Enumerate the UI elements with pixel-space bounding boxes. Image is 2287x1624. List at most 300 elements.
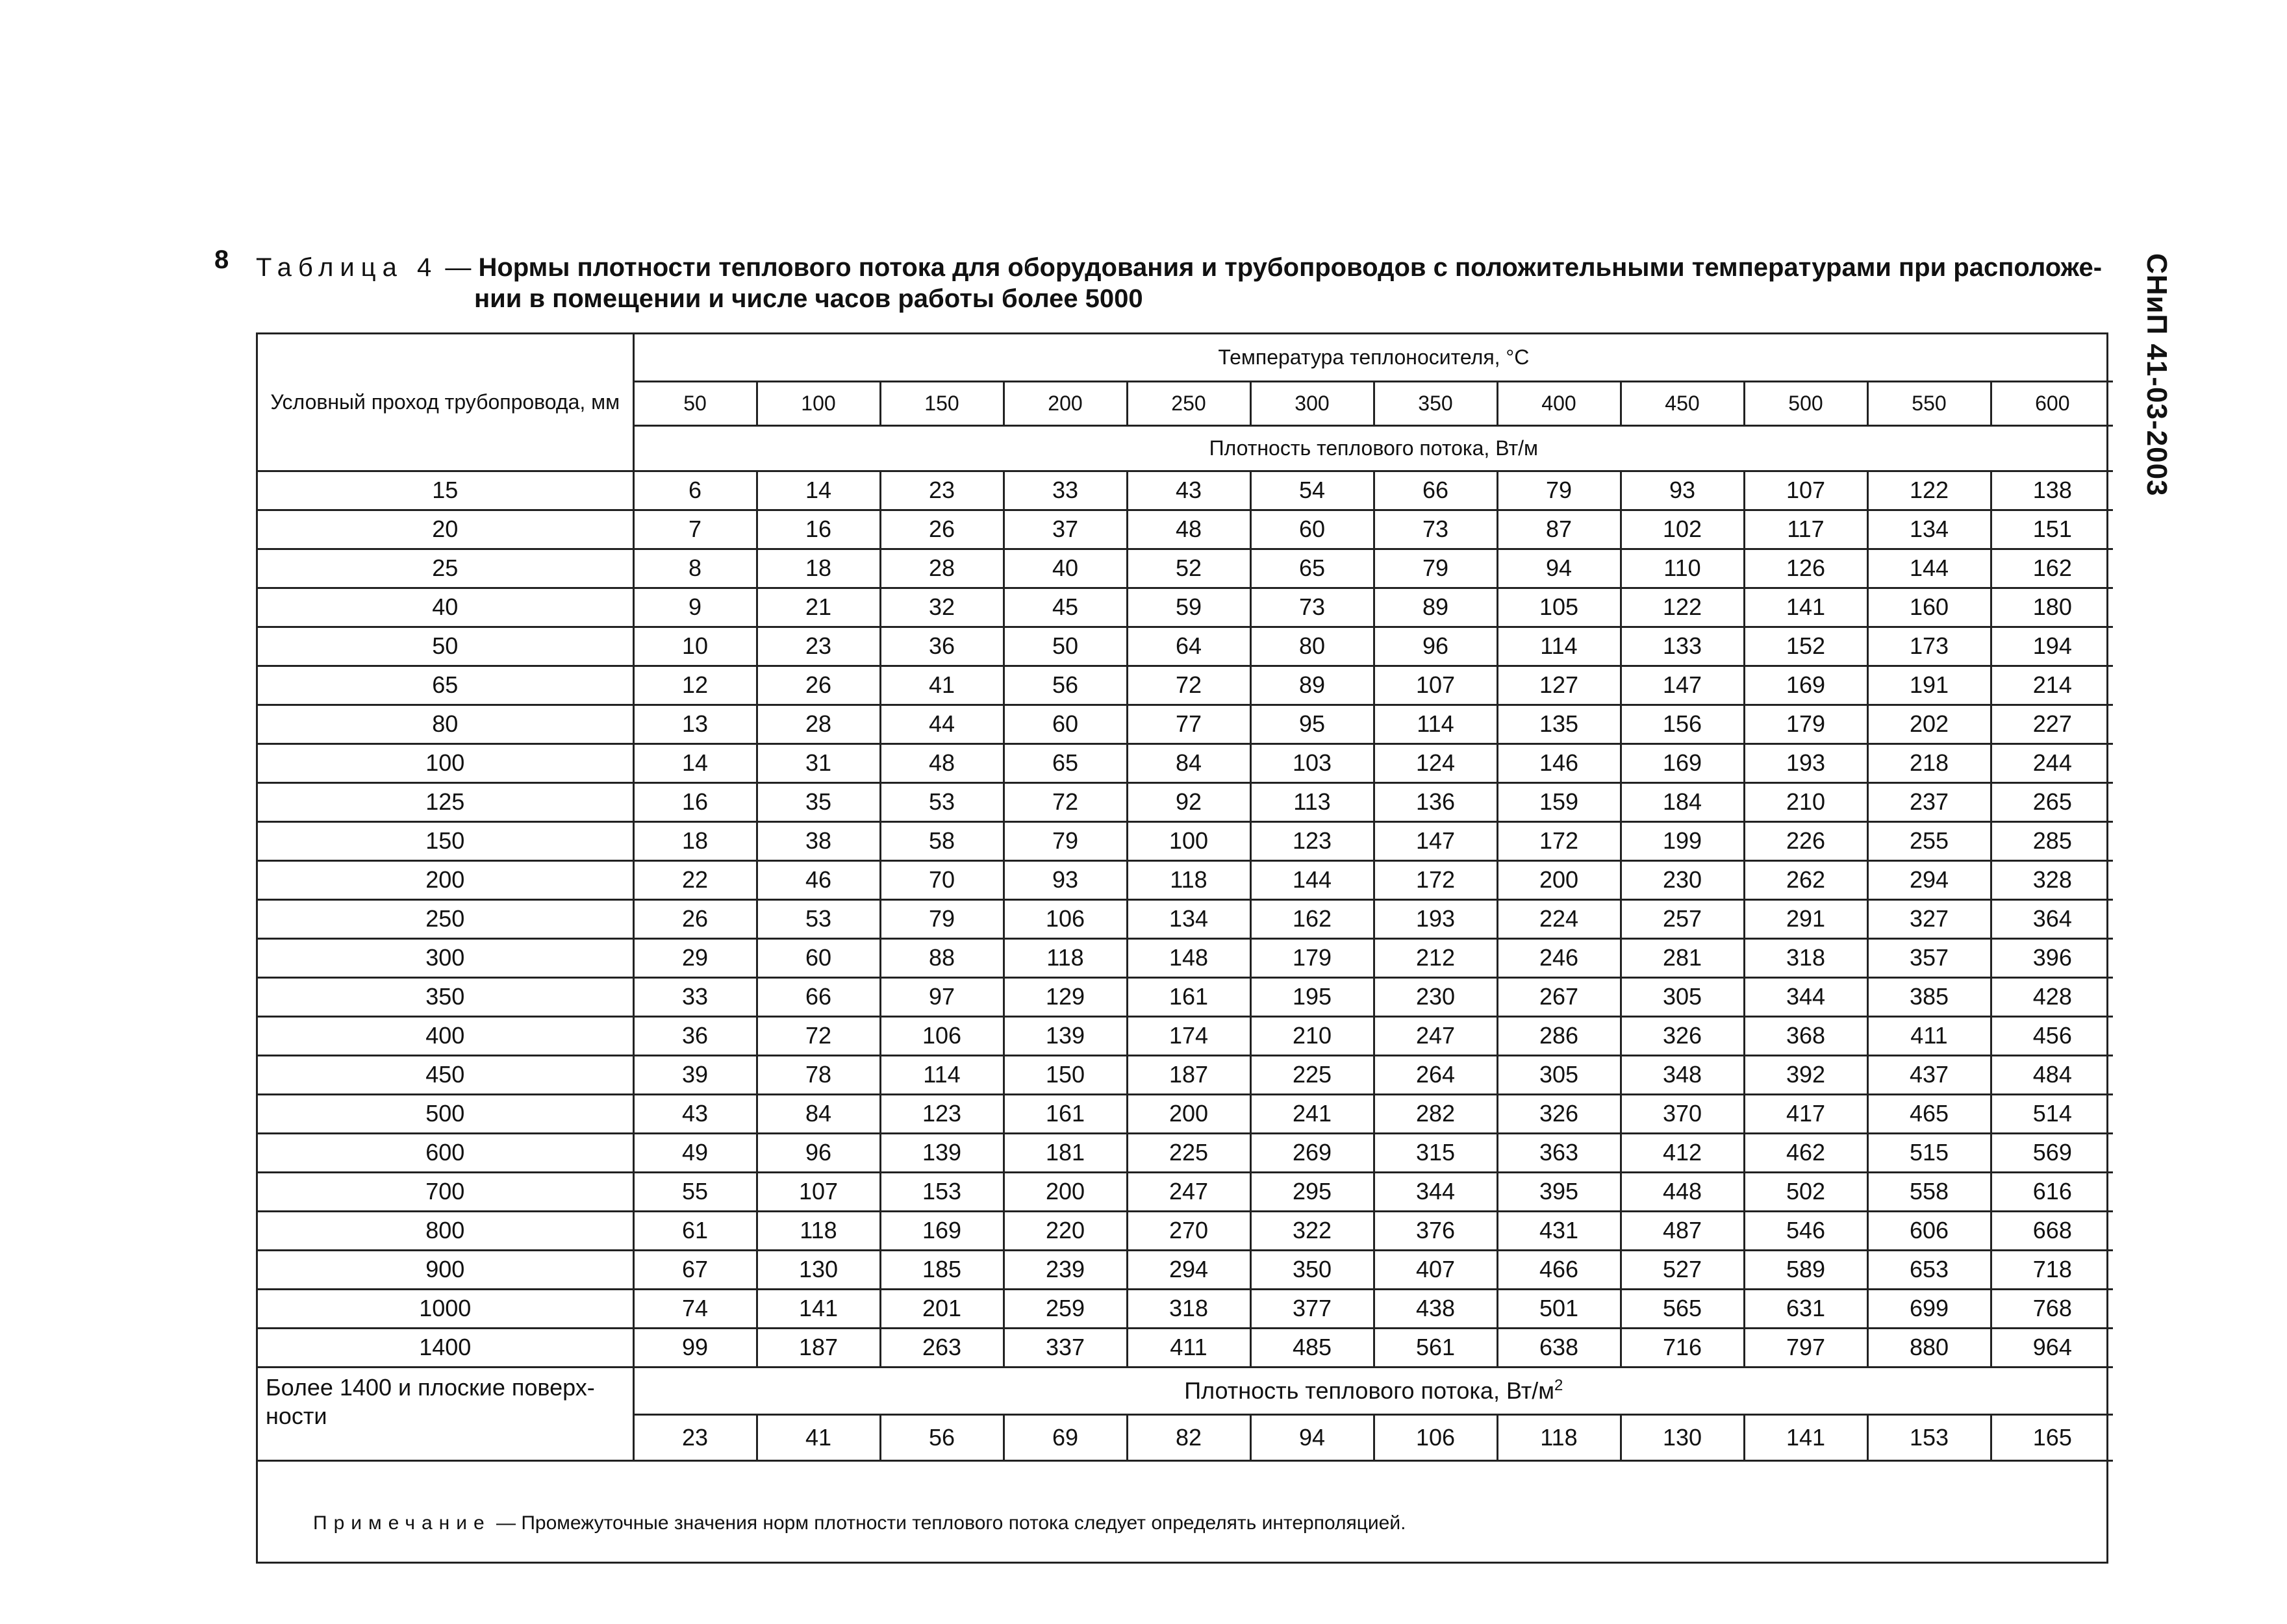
note-label: Примечание bbox=[313, 1512, 491, 1534]
value-cell: 396 bbox=[1991, 938, 2113, 977]
value-cell: 181 bbox=[1004, 1133, 1127, 1172]
table-row bbox=[258, 938, 2113, 977]
value-cell: 484 bbox=[1991, 1055, 2113, 1094]
value-cell: 28 bbox=[757, 705, 880, 743]
flat-value-cell: 69 bbox=[1004, 1414, 1127, 1460]
value-cell: 126 bbox=[1744, 549, 1867, 588]
value-cell: 239 bbox=[1004, 1250, 1127, 1289]
table-row bbox=[258, 705, 2113, 743]
value-cell: 527 bbox=[1621, 1250, 1744, 1289]
flat-surfaces-label: Более 1400 и плоские поверх-ности bbox=[258, 1367, 633, 1460]
value-cell: 363 bbox=[1497, 1133, 1621, 1172]
flat-value-cell: 94 bbox=[1250, 1414, 1374, 1460]
temperature-cell: 150 bbox=[880, 381, 1004, 425]
value-cell: 428 bbox=[1991, 977, 2113, 1016]
value-cell: 114 bbox=[880, 1055, 1004, 1094]
value-cell: 77 bbox=[1127, 705, 1250, 743]
value-cell: 96 bbox=[757, 1133, 880, 1172]
value-cell: 33 bbox=[1004, 471, 1127, 510]
value-cell: 431 bbox=[1497, 1211, 1621, 1250]
value-cell: 23 bbox=[880, 471, 1004, 510]
value-cell: 84 bbox=[757, 1094, 880, 1133]
value-cell: 58 bbox=[880, 821, 1004, 860]
value-cell: 26 bbox=[880, 510, 1004, 549]
value-cell: 565 bbox=[1621, 1289, 1744, 1328]
dn-cell: 50 bbox=[258, 627, 633, 666]
value-cell: 67 bbox=[633, 1250, 757, 1289]
value-cell: 55 bbox=[633, 1172, 757, 1211]
value-cell: 79 bbox=[1374, 549, 1497, 588]
value-cell: 118 bbox=[1127, 860, 1250, 899]
value-cell: 49 bbox=[633, 1133, 757, 1172]
value-cell: 64 bbox=[1127, 627, 1250, 666]
value-cell: 29 bbox=[633, 938, 757, 977]
value-cell: 344 bbox=[1374, 1172, 1497, 1211]
value-cell: 417 bbox=[1744, 1094, 1867, 1133]
value-cell: 169 bbox=[1621, 743, 1744, 782]
value-cell: 218 bbox=[1867, 743, 1991, 782]
value-cell: 89 bbox=[1374, 588, 1497, 627]
value-cell: 546 bbox=[1744, 1211, 1867, 1250]
value-cell: 411 bbox=[1867, 1016, 1991, 1055]
value-cell: 226 bbox=[1744, 821, 1867, 860]
dn-cell: 150 bbox=[258, 821, 633, 860]
value-cell: 201 bbox=[880, 1289, 1004, 1328]
value-cell: 26 bbox=[757, 666, 880, 705]
value-cell: 161 bbox=[1004, 1094, 1127, 1133]
value-cell: 376 bbox=[1374, 1211, 1497, 1250]
value-cell: 113 bbox=[1250, 782, 1374, 821]
value-cell: 139 bbox=[880, 1133, 1004, 1172]
value-cell: 130 bbox=[757, 1250, 880, 1289]
value-cell: 94 bbox=[1497, 549, 1621, 588]
flat-density-header-text: Плотность теплового потока, Вт/м bbox=[1184, 1377, 1555, 1404]
temperature-cell: 400 bbox=[1497, 381, 1621, 425]
value-cell: 7 bbox=[633, 510, 757, 549]
value-cell: 100 bbox=[1127, 821, 1250, 860]
table-row bbox=[258, 977, 2113, 1016]
value-cell: 385 bbox=[1867, 977, 1991, 1016]
value-cell: 93 bbox=[1004, 860, 1127, 899]
value-cell: 315 bbox=[1374, 1133, 1497, 1172]
value-cell: 668 bbox=[1991, 1211, 2113, 1250]
value-cell: 107 bbox=[1374, 666, 1497, 705]
temperature-cell: 200 bbox=[1004, 381, 1127, 425]
value-cell: 267 bbox=[1497, 977, 1621, 1016]
value-cell: 241 bbox=[1250, 1094, 1374, 1133]
value-cell: 326 bbox=[1621, 1016, 1744, 1055]
table-row bbox=[258, 1172, 2113, 1211]
table-row bbox=[258, 743, 2113, 782]
value-cell: 39 bbox=[633, 1055, 757, 1094]
value-cell: 139 bbox=[1004, 1016, 1127, 1055]
flat-density-header bbox=[633, 1367, 2113, 1414]
value-cell: 61 bbox=[633, 1211, 757, 1250]
temperature-cell: 250 bbox=[1127, 381, 1250, 425]
value-cell: 169 bbox=[880, 1211, 1004, 1250]
value-cell: 200 bbox=[1127, 1094, 1250, 1133]
value-cell: 259 bbox=[1004, 1289, 1127, 1328]
table-row bbox=[258, 860, 2113, 899]
density-header: Плотность теплового потока, Вт/м bbox=[633, 425, 2113, 471]
value-cell: 72 bbox=[757, 1016, 880, 1055]
value-cell: 880 bbox=[1867, 1328, 1991, 1367]
value-cell: 147 bbox=[1621, 666, 1744, 705]
table-row bbox=[258, 1094, 2113, 1133]
value-cell: 179 bbox=[1250, 938, 1374, 977]
value-cell: 136 bbox=[1374, 782, 1497, 821]
value-cell: 364 bbox=[1991, 899, 2113, 938]
value-cell: 114 bbox=[1374, 705, 1497, 743]
value-cell: 285 bbox=[1991, 821, 2113, 860]
value-cell: 12 bbox=[633, 666, 757, 705]
value-cell: 84 bbox=[1127, 743, 1250, 782]
value-cell: 65 bbox=[1250, 549, 1374, 588]
dn-cell: 40 bbox=[258, 588, 633, 627]
value-cell: 187 bbox=[1127, 1055, 1250, 1094]
value-cell: 72 bbox=[1004, 782, 1127, 821]
dn-cell: 1400 bbox=[258, 1328, 633, 1367]
value-cell: 502 bbox=[1744, 1172, 1867, 1211]
value-cell: 43 bbox=[1127, 471, 1250, 510]
value-cell: 106 bbox=[880, 1016, 1004, 1055]
value-cell: 59 bbox=[1127, 588, 1250, 627]
value-cell: 97 bbox=[880, 977, 1004, 1016]
value-cell: 699 bbox=[1867, 1289, 1991, 1328]
dn-cell: 800 bbox=[258, 1211, 633, 1250]
value-cell: 224 bbox=[1497, 899, 1621, 938]
value-cell: 412 bbox=[1621, 1133, 1744, 1172]
value-cell: 141 bbox=[757, 1289, 880, 1328]
value-cell: 36 bbox=[633, 1016, 757, 1055]
value-cell: 48 bbox=[1127, 510, 1250, 549]
dn-cell: 300 bbox=[258, 938, 633, 977]
value-cell: 78 bbox=[757, 1055, 880, 1094]
value-cell: 185 bbox=[880, 1250, 1004, 1289]
value-cell: 246 bbox=[1497, 938, 1621, 977]
table-row bbox=[258, 1133, 2113, 1172]
temperature-cell: 100 bbox=[757, 381, 880, 425]
value-cell: 72 bbox=[1127, 666, 1250, 705]
value-cell: 295 bbox=[1250, 1172, 1374, 1211]
value-cell: 95 bbox=[1250, 705, 1374, 743]
flat-value-cell: 153 bbox=[1867, 1414, 1991, 1460]
value-cell: 41 bbox=[880, 666, 1004, 705]
value-cell: 318 bbox=[1127, 1289, 1250, 1328]
table-row bbox=[258, 821, 2113, 860]
table-row bbox=[258, 1328, 2113, 1367]
value-cell: 28 bbox=[880, 549, 1004, 588]
value-cell: 184 bbox=[1621, 782, 1744, 821]
value-cell: 93 bbox=[1621, 471, 1744, 510]
value-cell: 54 bbox=[1250, 471, 1374, 510]
value-cell: 14 bbox=[633, 743, 757, 782]
value-cell: 123 bbox=[1250, 821, 1374, 860]
value-cell: 718 bbox=[1991, 1250, 2113, 1289]
value-cell: 141 bbox=[1744, 588, 1867, 627]
flat-value-cell: 118 bbox=[1497, 1414, 1621, 1460]
value-cell: 35 bbox=[757, 782, 880, 821]
document-code: СНиП 41-03-2003 bbox=[2141, 253, 2173, 497]
dn-cell: 200 bbox=[258, 860, 633, 899]
value-cell: 38 bbox=[757, 821, 880, 860]
value-cell: 247 bbox=[1127, 1172, 1250, 1211]
value-cell: 768 bbox=[1991, 1289, 2113, 1328]
note-text: Промежуточные значения норм плотности теплового потока следует определять интерполяцией. bbox=[521, 1512, 1406, 1534]
value-cell: 129 bbox=[1004, 977, 1127, 1016]
value-cell: 73 bbox=[1250, 588, 1374, 627]
dn-cell: 350 bbox=[258, 977, 633, 1016]
value-cell: 105 bbox=[1497, 588, 1621, 627]
value-cell: 294 bbox=[1867, 860, 1991, 899]
value-cell: 66 bbox=[757, 977, 880, 1016]
value-cell: 616 bbox=[1991, 1172, 2113, 1211]
flat-header-row bbox=[258, 1367, 2113, 1414]
value-cell: 187 bbox=[757, 1328, 880, 1367]
value-cell: 161 bbox=[1127, 977, 1250, 1016]
value-cell: 370 bbox=[1621, 1094, 1744, 1133]
table-row bbox=[258, 782, 2113, 821]
dn-cell: 100 bbox=[258, 743, 633, 782]
value-cell: 411 bbox=[1127, 1328, 1250, 1367]
temperature-cell: 350 bbox=[1374, 381, 1497, 425]
value-cell: 462 bbox=[1744, 1133, 1867, 1172]
value-cell: 270 bbox=[1127, 1211, 1250, 1250]
value-cell: 179 bbox=[1744, 705, 1867, 743]
dn-cell: 400 bbox=[258, 1016, 633, 1055]
value-cell: 16 bbox=[757, 510, 880, 549]
value-cell: 107 bbox=[1744, 471, 1867, 510]
value-cell: 350 bbox=[1250, 1250, 1374, 1289]
value-cell: 193 bbox=[1744, 743, 1867, 782]
value-cell: 631 bbox=[1744, 1289, 1867, 1328]
dn-cell: 900 bbox=[258, 1250, 633, 1289]
value-cell: 264 bbox=[1374, 1055, 1497, 1094]
dn-cell: 250 bbox=[258, 899, 633, 938]
caption-title-line2: нии в помещении и числе часов работы более 5000 bbox=[474, 284, 1143, 313]
table-row bbox=[258, 471, 2113, 510]
note-dash: — bbox=[490, 1512, 522, 1534]
table-row bbox=[258, 1016, 2113, 1055]
value-cell: 60 bbox=[1004, 705, 1127, 743]
value-cell: 262 bbox=[1744, 860, 1867, 899]
value-cell: 80 bbox=[1250, 627, 1374, 666]
value-cell: 220 bbox=[1004, 1211, 1127, 1250]
value-cell: 265 bbox=[1991, 782, 2113, 821]
value-cell: 162 bbox=[1250, 899, 1374, 938]
value-cell: 118 bbox=[1004, 938, 1127, 977]
dn-cell: 600 bbox=[258, 1133, 633, 1172]
value-cell: 148 bbox=[1127, 938, 1250, 977]
value-cell: 255 bbox=[1867, 821, 1991, 860]
value-cell: 44 bbox=[880, 705, 1004, 743]
value-cell: 134 bbox=[1127, 899, 1250, 938]
value-cell: 344 bbox=[1744, 977, 1867, 1016]
value-cell: 70 bbox=[880, 860, 1004, 899]
value-cell: 13 bbox=[633, 705, 757, 743]
table-row bbox=[258, 510, 2113, 549]
temperature-cell: 450 bbox=[1621, 381, 1744, 425]
value-cell: 269 bbox=[1250, 1133, 1374, 1172]
value-cell: 144 bbox=[1250, 860, 1374, 899]
value-cell: 392 bbox=[1744, 1055, 1867, 1094]
dn-cell: 80 bbox=[258, 705, 633, 743]
value-cell: 589 bbox=[1744, 1250, 1867, 1289]
value-cell: 147 bbox=[1374, 821, 1497, 860]
value-cell: 199 bbox=[1621, 821, 1744, 860]
value-cell: 10 bbox=[633, 627, 757, 666]
table-row bbox=[258, 588, 2113, 627]
value-cell: 79 bbox=[1497, 471, 1621, 510]
value-cell: 174 bbox=[1127, 1016, 1250, 1055]
value-cell: 195 bbox=[1250, 977, 1374, 1016]
value-cell: 146 bbox=[1497, 743, 1621, 782]
value-cell: 305 bbox=[1621, 977, 1744, 1016]
value-cell: 569 bbox=[1991, 1133, 2113, 1172]
value-cell: 357 bbox=[1867, 938, 1991, 977]
value-cell: 210 bbox=[1744, 782, 1867, 821]
value-cell: 202 bbox=[1867, 705, 1991, 743]
table-row bbox=[258, 1055, 2113, 1094]
value-cell: 200 bbox=[1497, 860, 1621, 899]
dn-cell: 65 bbox=[258, 666, 633, 705]
dn-header: Условный проход трубопровода, мм bbox=[258, 334, 633, 471]
flat-value-cell: 82 bbox=[1127, 1414, 1250, 1460]
value-cell: 150 bbox=[1004, 1055, 1127, 1094]
value-cell: 123 bbox=[880, 1094, 1004, 1133]
value-cell: 118 bbox=[757, 1211, 880, 1250]
table-frame bbox=[256, 332, 2108, 1564]
table-row bbox=[258, 1211, 2113, 1250]
value-cell: 92 bbox=[1127, 782, 1250, 821]
value-cell: 74 bbox=[633, 1289, 757, 1328]
value-cell: 127 bbox=[1497, 666, 1621, 705]
value-cell: 257 bbox=[1621, 899, 1744, 938]
value-cell: 6 bbox=[633, 471, 757, 510]
flat-density-header-sup: 2 bbox=[1554, 1377, 1563, 1394]
value-cell: 348 bbox=[1621, 1055, 1744, 1094]
value-cell: 36 bbox=[880, 627, 1004, 666]
value-cell: 263 bbox=[880, 1328, 1004, 1367]
value-cell: 138 bbox=[1991, 471, 2113, 510]
value-cell: 88 bbox=[880, 938, 1004, 977]
value-cell: 230 bbox=[1374, 977, 1497, 1016]
value-cell: 103 bbox=[1250, 743, 1374, 782]
value-cell: 485 bbox=[1250, 1328, 1374, 1367]
temperature-cell: 50 bbox=[633, 381, 757, 425]
value-cell: 191 bbox=[1867, 666, 1991, 705]
flat-value-cell: 41 bbox=[757, 1414, 880, 1460]
dn-cell: 500 bbox=[258, 1094, 633, 1133]
value-cell: 56 bbox=[1004, 666, 1127, 705]
value-cell: 515 bbox=[1867, 1133, 1991, 1172]
value-cell: 37 bbox=[1004, 510, 1127, 549]
value-cell: 21 bbox=[757, 588, 880, 627]
value-cell: 716 bbox=[1621, 1328, 1744, 1367]
value-cell: 214 bbox=[1991, 666, 2113, 705]
dn-cell: 125 bbox=[258, 782, 633, 821]
value-cell: 53 bbox=[880, 782, 1004, 821]
value-cell: 23 bbox=[757, 627, 880, 666]
value-cell: 152 bbox=[1744, 627, 1867, 666]
value-cell: 169 bbox=[1744, 666, 1867, 705]
value-cell: 43 bbox=[633, 1094, 757, 1133]
value-cell: 194 bbox=[1991, 627, 2113, 666]
value-cell: 286 bbox=[1497, 1016, 1621, 1055]
value-cell: 465 bbox=[1867, 1094, 1991, 1133]
temperature-header: Температура теплоносителя, °С bbox=[633, 334, 2113, 381]
temperature-cell: 600 bbox=[1991, 381, 2113, 425]
flat-value-cell: 141 bbox=[1744, 1414, 1867, 1460]
value-cell: 107 bbox=[757, 1172, 880, 1211]
table-row bbox=[258, 899, 2113, 938]
value-cell: 48 bbox=[880, 743, 1004, 782]
value-cell: 797 bbox=[1744, 1328, 1867, 1367]
temperature-cell: 300 bbox=[1250, 381, 1374, 425]
value-cell: 437 bbox=[1867, 1055, 1991, 1094]
value-cell: 227 bbox=[1991, 705, 2113, 743]
table-note bbox=[313, 1512, 1406, 1534]
value-cell: 180 bbox=[1991, 588, 2113, 627]
value-cell: 114 bbox=[1497, 627, 1621, 666]
value-cell: 79 bbox=[1004, 821, 1127, 860]
flat-value-cell: 130 bbox=[1621, 1414, 1744, 1460]
value-cell: 151 bbox=[1991, 510, 2113, 549]
table-row bbox=[258, 666, 2113, 705]
flat-value-cell: 165 bbox=[1991, 1414, 2113, 1460]
value-cell: 65 bbox=[1004, 743, 1127, 782]
value-cell: 225 bbox=[1127, 1133, 1250, 1172]
value-cell: 66 bbox=[1374, 471, 1497, 510]
value-cell: 247 bbox=[1374, 1016, 1497, 1055]
table-caption bbox=[256, 252, 2114, 314]
value-cell: 244 bbox=[1991, 743, 2113, 782]
value-cell: 225 bbox=[1250, 1055, 1374, 1094]
value-cell: 14 bbox=[757, 471, 880, 510]
value-cell: 124 bbox=[1374, 743, 1497, 782]
value-cell: 144 bbox=[1867, 549, 1991, 588]
value-cell: 117 bbox=[1744, 510, 1867, 549]
value-cell: 653 bbox=[1867, 1250, 1991, 1289]
value-cell: 456 bbox=[1991, 1016, 2113, 1055]
value-cell: 407 bbox=[1374, 1250, 1497, 1289]
dn-cell: 15 bbox=[258, 471, 633, 510]
value-cell: 230 bbox=[1621, 860, 1744, 899]
flat-value-cell: 23 bbox=[633, 1414, 757, 1460]
dn-cell: 20 bbox=[258, 510, 633, 549]
value-cell: 305 bbox=[1497, 1055, 1621, 1094]
value-cell: 501 bbox=[1497, 1289, 1621, 1328]
value-cell: 102 bbox=[1621, 510, 1744, 549]
table-row bbox=[258, 1250, 2113, 1289]
caption-dash: — bbox=[438, 253, 479, 282]
value-cell: 45 bbox=[1004, 588, 1127, 627]
value-cell: 52 bbox=[1127, 549, 1250, 588]
value-cell: 281 bbox=[1621, 938, 1744, 977]
value-cell: 156 bbox=[1621, 705, 1744, 743]
value-cell: 135 bbox=[1497, 705, 1621, 743]
heat-flux-table bbox=[258, 334, 2113, 1462]
dn-cell: 450 bbox=[258, 1055, 633, 1094]
value-cell: 337 bbox=[1004, 1328, 1127, 1367]
value-cell: 964 bbox=[1991, 1328, 2113, 1367]
value-cell: 160 bbox=[1867, 588, 1991, 627]
value-cell: 87 bbox=[1497, 510, 1621, 549]
value-cell: 172 bbox=[1497, 821, 1621, 860]
value-cell: 53 bbox=[757, 899, 880, 938]
value-cell: 9 bbox=[633, 588, 757, 627]
value-cell: 395 bbox=[1497, 1172, 1621, 1211]
